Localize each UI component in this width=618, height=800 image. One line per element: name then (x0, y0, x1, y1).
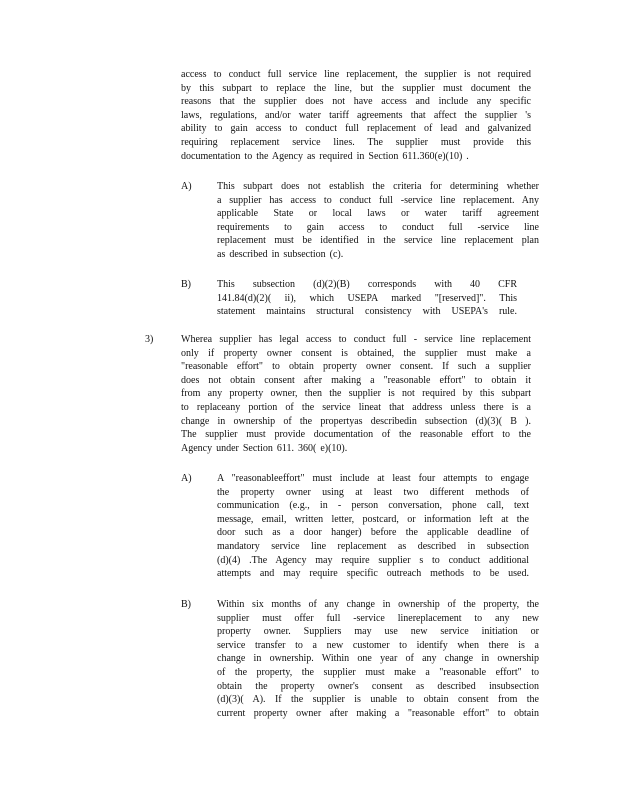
text-line: Wherea supplier has legal access to conduct full - service line replacement (181, 334, 531, 345)
item-3B-label: B) (181, 599, 191, 610)
text-line: only if property owner consent is obtained, the supplier must make a (181, 347, 531, 359)
text-line: a supplier has access to conduct full -service line replacement. Any (217, 194, 539, 206)
item-B-paragraph (217, 278, 517, 319)
item-A-paragraph (217, 180, 539, 262)
text-line: Within six months of any change in ownership of the property, the (217, 599, 539, 610)
text-line: by this subpart to replace the line, but the supplier must document the (181, 82, 531, 94)
text-line: message, email, written letter, postcard, or information left at the (217, 513, 529, 525)
text-line: supplier must offer full -service linereplacement to any new (217, 612, 539, 624)
text-line: applicable State or local laws or water tariff agreement (217, 208, 539, 220)
text-line: ability to gain access to conduct full replacement of lead and galvanized (181, 123, 531, 135)
text-line: 141.84(d)(2)( ii), which USEPA marked "[reserved]". This (217, 292, 517, 304)
text-line: The supplier must provide documentation of the reasonable effort to the (181, 429, 531, 441)
item-B-label: B) (181, 279, 191, 290)
text-line: from any property owner, then the supplier is not required by this subpart (181, 388, 531, 400)
item-3-label: 3) (145, 334, 154, 345)
text-line: obtain the property owner's consent as described insubsection (217, 680, 539, 692)
text-line: does not obtain consent after making a "reasonable effort" to obtain it (181, 374, 531, 386)
text-line: change in ownership of the propertyas describedin subsection (d)(3)( B ). (181, 415, 531, 427)
text-line: attempts and may require specific outreach methods to be used. (217, 568, 529, 580)
text-line: (d)(3)( A). If the supplier is unable to obtain consent from the (217, 694, 539, 706)
item-3A-label: A) (181, 473, 192, 484)
text-line: change in ownership. Within one year of any change in ownership (217, 653, 539, 665)
text-line: Agency under Section 611. 360( e)(10). (181, 442, 348, 454)
text-line: requiring replacement service lines. The supplier must provide this (181, 136, 531, 148)
text-line: door such as a door hanger) before the applicable deadline of (217, 527, 529, 539)
text-line: This subpart does not establish the criteria for determining whether (217, 181, 539, 192)
text-line: service transfer to a new customer to identify when there is a (217, 639, 539, 651)
text-line: current property owner after making a "reasonable effort" to obtain (217, 707, 539, 719)
text-line: "reasonable effort" to obtain property owner consent. If such a supplier (181, 361, 531, 373)
item-A-label: A) (181, 181, 192, 192)
text-line: (d)(4) .The Agency may require supplier s to conduct additional (217, 554, 529, 566)
item-3A-paragraph (217, 472, 529, 581)
text-line: A "reasonableeffort" must include at least four attempts to engage (217, 473, 529, 484)
text-line: requirements to gain access to conduct full -service line (217, 221, 539, 233)
text-line: communication (e.g., in - person conversation, phone call, text (217, 500, 529, 512)
text-line: property owner. Suppliers may use new service initiation or (217, 626, 539, 638)
text-line: access to conduct full service line replacement, the supplier is not required (181, 69, 531, 80)
text-line: statement maintains structural consistency with USEPA's rule. (217, 306, 517, 318)
intro-paragraph (181, 68, 531, 163)
text-line: documentation to the Agency as required in Section 611.360(e)(10) . (181, 150, 469, 162)
text-line: replacement must be identified in the service line replacement plan (217, 235, 539, 247)
text-line: the property owner using at least two different methods of (217, 486, 529, 498)
text-line: to replaceany portion of the service lineat that address unless there is a (181, 401, 531, 413)
text-line: of the property, the supplier must make a "reasonable effort" to (217, 666, 539, 678)
item-3-paragraph (181, 333, 531, 455)
text-line: reasons that the supplier does not have access and include any specific (181, 96, 531, 108)
text-line: This subsection (d)(2)(B) corresponds with 40 CFR (217, 279, 517, 290)
text-line: mandatory service line replacement as described in subsection (217, 540, 529, 552)
item-3B-paragraph (217, 598, 539, 720)
text-line: laws, regulations, and/or water tariff agreements that affect the supplier 's (181, 109, 531, 121)
text-line: as described in subsection (c). (217, 248, 344, 260)
